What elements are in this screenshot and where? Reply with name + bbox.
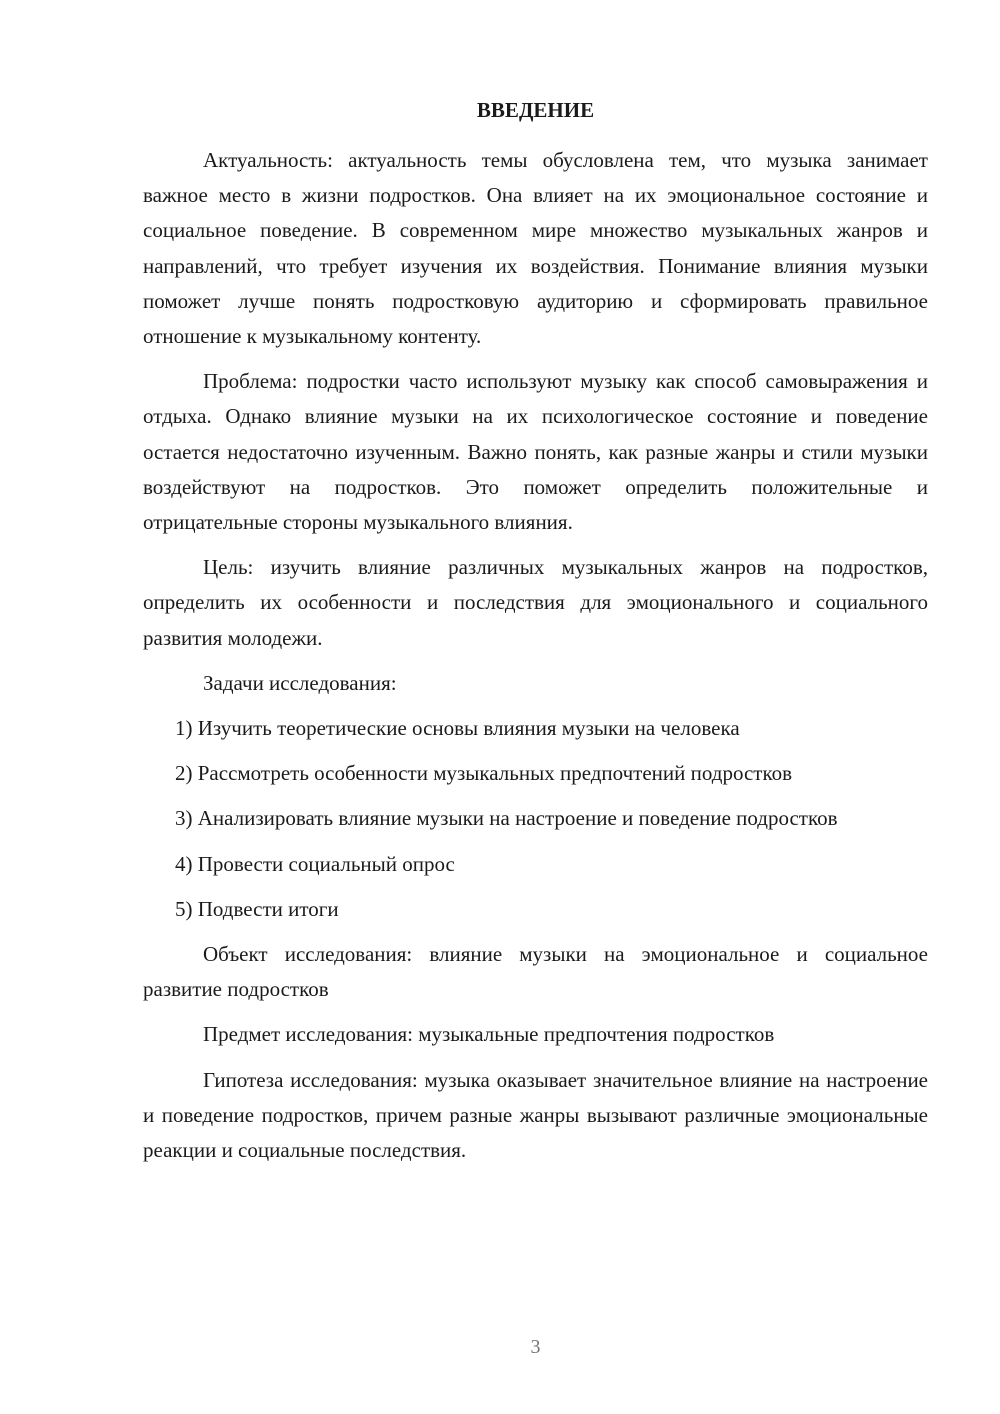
goal-paragraph: Цель: изучить влияние различных музыкальных жанров на подростков, определить их особенности и последствия для эмоционального и социального развития молодежи. <box>143 555 928 650</box>
tasks-title: Задачи исследования: <box>203 670 397 695</box>
task-item-5: 5) Подвести итоги <box>175 896 339 921</box>
task-item-1: 1) Изучить теоретические основы влияния музыки на человека <box>175 716 740 741</box>
document-page <box>143 0 928 1414</box>
subject-paragraph: Предмет исследования: музыкальные предпочтения подростков <box>203 1022 775 1047</box>
object-paragraph: Объект исследования: влияние музыки на эмоциональное и социальное развитие подростков <box>143 942 928 1002</box>
page-title: ВВЕДЕНИЕ <box>476 98 595 122</box>
task-item-4: 4) Провести социальный опрос <box>175 851 455 876</box>
page-number: 3 <box>530 1336 541 1358</box>
relevance-paragraph: Актуальность: актуальность темы обусловлена тем, что музыка занимает важное место в жизни подростков. Она влияет на их эмоциональное состояние и социальное поведение. В современном мире множество музыкальных жанров и направлений, что требует изучения их воздействия. Понимание влияния музыки поможет лучше понять подростковую аудиторию и сформировать правильное отношение к музыкальному контенту. <box>143 148 928 349</box>
document-body <box>143 143 928 1178</box>
task-item-2: 2) Рассмотреть особенности музыкальных предпочтений подростков <box>175 761 793 786</box>
hypothesis-paragraph: Гипотеза исследования: музыка оказывает значительное влияние на настроение и поведение подростков, причем разные жанры вызывают различные эмоциональные реакции и социальные последствия. <box>143 1067 928 1163</box>
problem-paragraph: Проблема: подростки часто используют музыку как способ самовыражения и отдыха. Однако влияние музыки на их психологическое состояние и поведение остается недостаточно изученным. Важно понять, как разные жанры и стили музыки воздействуют на подростков. Это поможет определить положительные и отрицательные стороны музыкального влияния. <box>143 369 928 535</box>
task-item-3: 3) Анализировать влияние музыки на настроение и поведение подростков <box>175 806 838 831</box>
